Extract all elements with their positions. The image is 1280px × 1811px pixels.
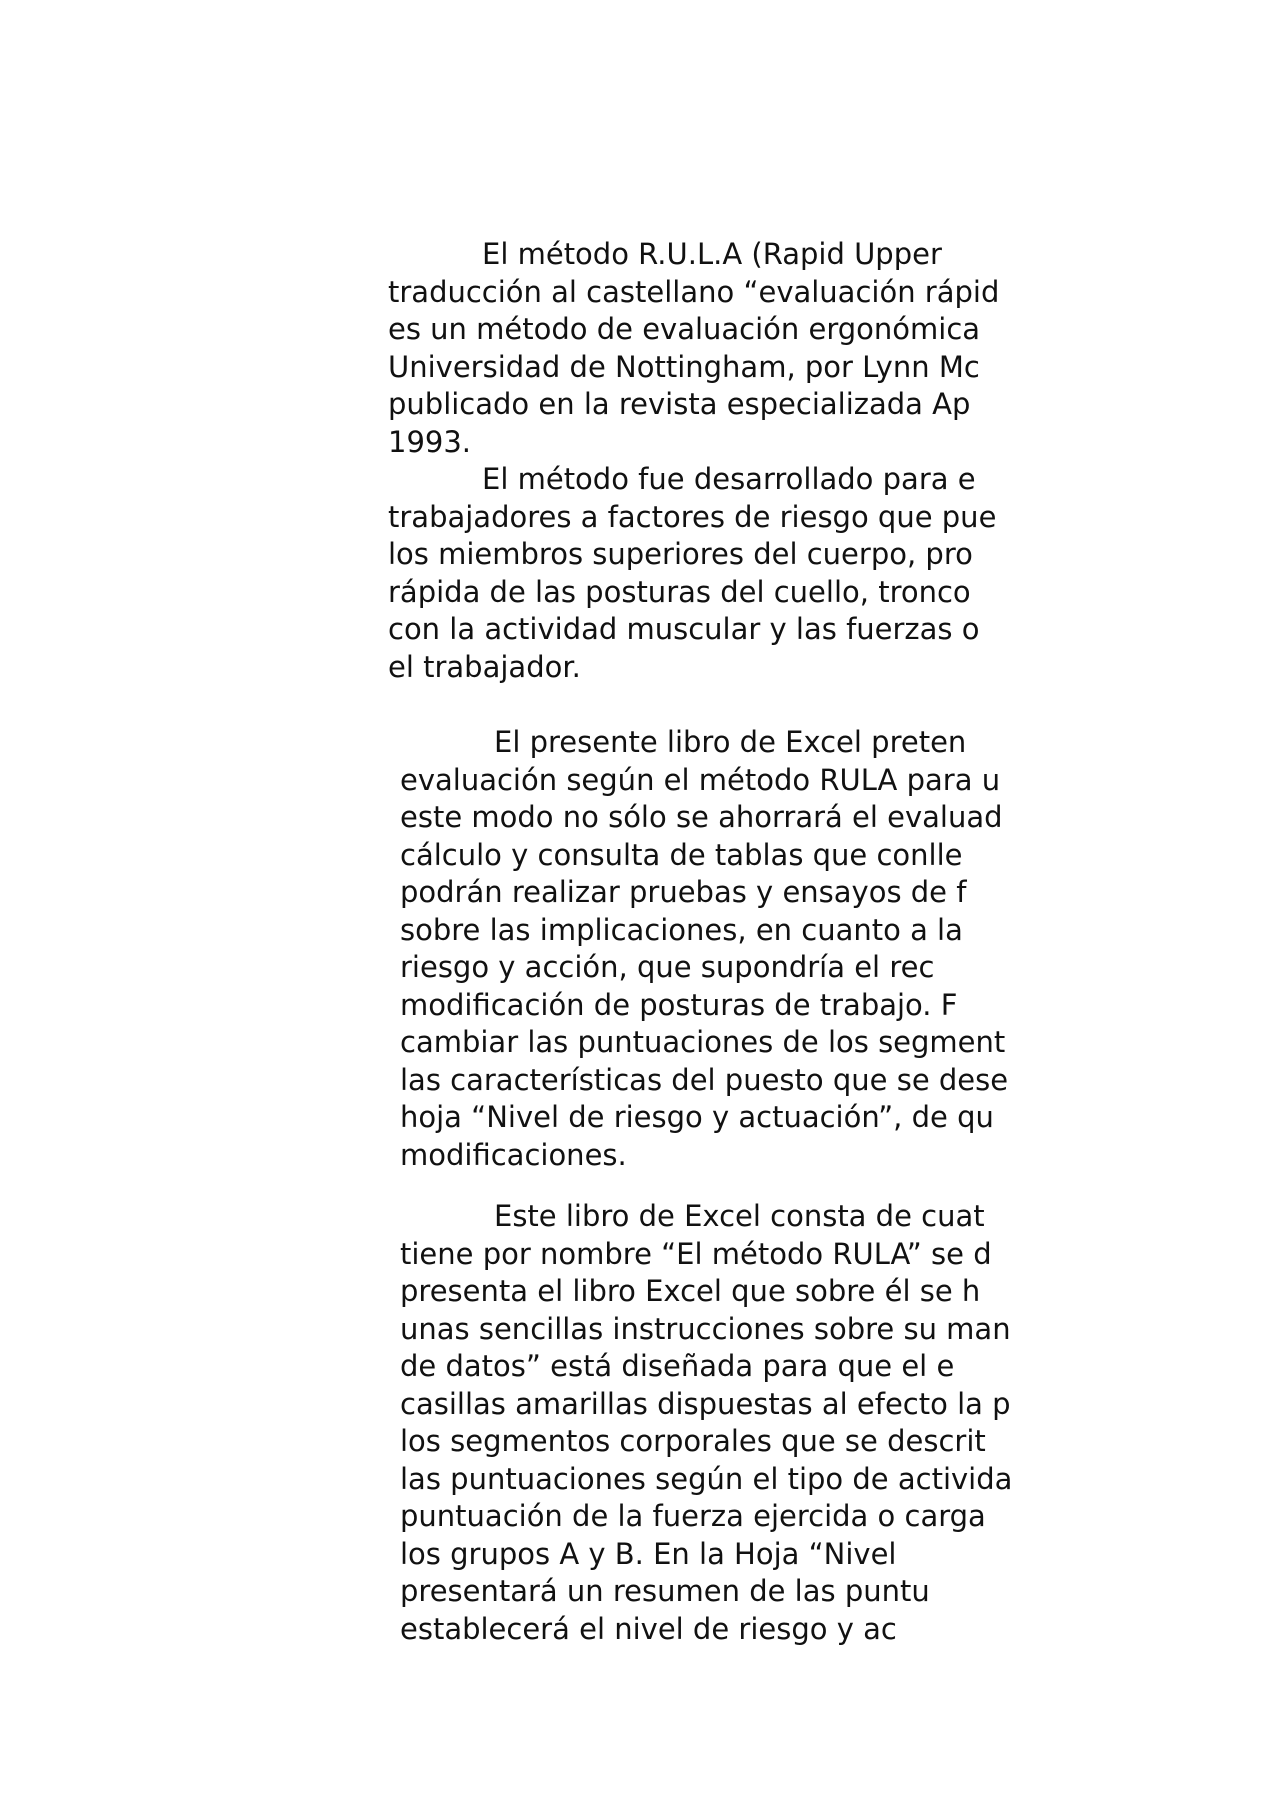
paragraph-line: es un método de evaluación ergonómica [388, 312, 981, 346]
paragraph-line: 1993. [388, 424, 472, 459]
document-text-block-3 [400, 1198, 1045, 1673]
paragraph-line: hoja “Nivel de riesgo y actuación”, de qu [400, 1100, 994, 1134]
document-text-block-1 [388, 236, 1045, 686]
paragraph-line: tiene por nombre “El método RULA” se d [400, 1236, 992, 1271]
paragraph-line: El método fue desarrollado para e [482, 462, 976, 496]
paragraph-line: el trabajador. [388, 649, 581, 684]
paragraph-line: puntuación de la fuerza ejercida o carga [400, 1499, 986, 1533]
paragraph-line: establecerá el nivel de riesgo y ac [400, 1611, 897, 1646]
paragraph-3 [400, 724, 1045, 1174]
paragraph-line: modificación de posturas de trabajo. F [400, 987, 958, 1022]
document-text-block-2 [400, 724, 1045, 1174]
paragraph-line: Este libro de Excel consta de cuat [494, 1199, 985, 1233]
paragraph-line: este modo no sólo se ahorrará el evaluad [400, 800, 1003, 834]
paragraph-line: casillas amarillas dispuestas al efecto la p [400, 1386, 1011, 1421]
paragraph-line: presenta el libro Excel que sobre él se h [400, 1274, 981, 1308]
paragraph-line: las puntuaciones según el tipo de activida [400, 1461, 1013, 1496]
paragraph-line: modificaciones. [400, 1137, 627, 1172]
paragraph-line: El método R.U.L.A (Rapid Upper [482, 237, 942, 271]
paragraph-line: rápida de las posturas del cuello, tronco [388, 574, 971, 609]
paragraph-line: las características del puesto que se dese [400, 1062, 1009, 1097]
paragraph-2 [388, 461, 1045, 686]
paragraph-line: sobre las implicaciones, en cuanto a la [400, 912, 963, 947]
paragraph-line: podrán realizar pruebas y ensayos de f [400, 875, 967, 909]
paragraph-line: Universidad de Nottingham, por Lynn Mc [388, 349, 980, 384]
paragraph-4 [400, 1198, 1045, 1648]
paragraph-line: los segmentos corporales que se descrit [400, 1424, 986, 1458]
paragraph-line: unas sencillas instrucciones sobre su man [400, 1311, 1011, 1346]
paragraph-line: publicado en la revista especializada Ap [388, 387, 971, 421]
paragraph-line: los miembros superiores del cuerpo, pro [388, 537, 973, 571]
paragraph-line: cambiar las puntuaciones de los segment [400, 1025, 1006, 1059]
paragraph-line: de datos” está diseñada para que el e [400, 1349, 955, 1383]
paragraph-line: trabajadores a factores de riesgo que pue [388, 499, 997, 534]
paragraph-line: evaluación según el método RULA para u [400, 762, 1001, 797]
paragraph-line: riesgo y acción, que supondría el rec [400, 950, 935, 984]
paragraph-line: cálculo y consulta de tablas que conlle [400, 837, 963, 872]
paragraph-line: los grupos A y B. En la Hoja “Nivel [400, 1536, 897, 1571]
paragraph-line: con la actividad muscular y las fuerzas o [388, 612, 980, 646]
paragraph-1 [388, 236, 1045, 461]
paragraph-line: traducción al castellano “evaluación rápid [388, 274, 1000, 309]
paragraph-line: presentará un resumen de las puntu [400, 1574, 930, 1608]
paragraph-line: El presente libro de Excel preten [494, 725, 967, 759]
